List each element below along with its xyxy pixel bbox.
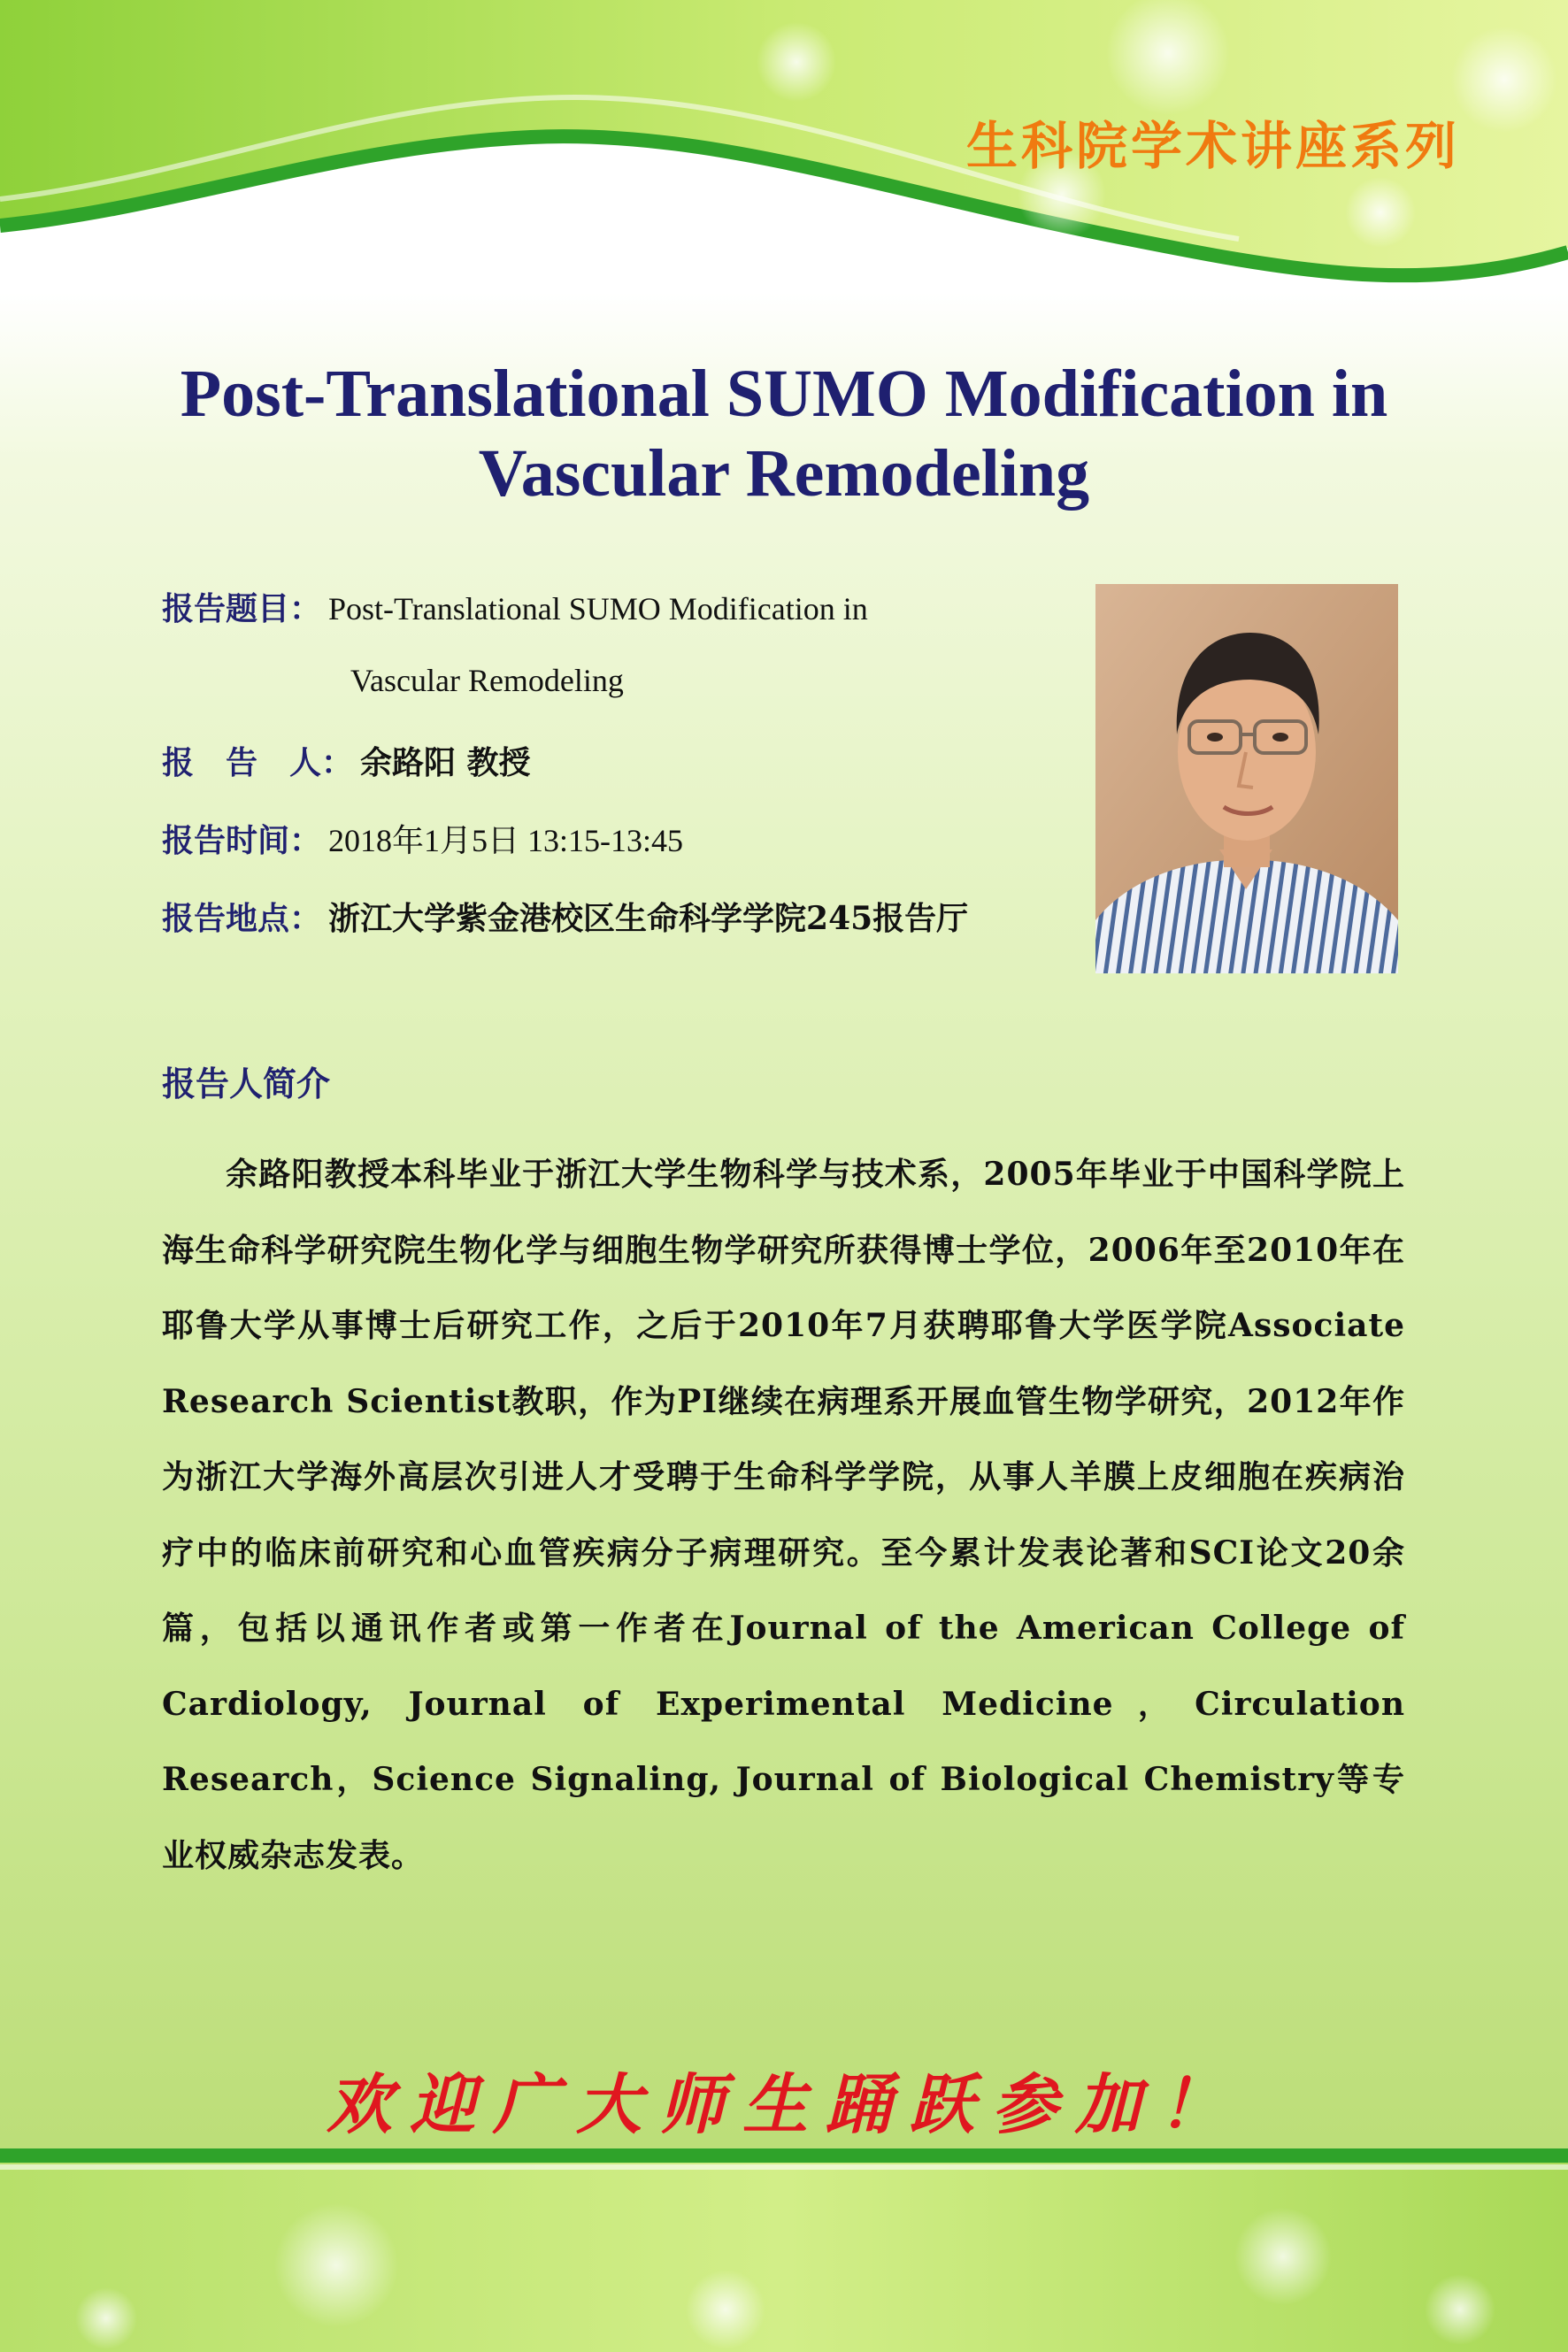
speaker-row	[162, 738, 531, 783]
welcome-slogan: 欢迎广大师生踊跃参加！	[327, 2067, 1241, 2143]
footer-wave-decoration	[0, 1991, 1568, 2352]
time-row	[162, 816, 683, 861]
speaker-photo	[1095, 584, 1398, 973]
speaker-portrait-icon	[1095, 584, 1398, 973]
time-value: 2018年1月5日 13:15-13:45	[328, 823, 684, 858]
topic-row-2	[350, 662, 624, 699]
header-wave-decoration	[0, 0, 1568, 372]
topic-label: 报告题目：	[162, 590, 322, 627]
topic-value-line2: Vascular Remodeling	[350, 663, 624, 698]
place-value: 浙江大学紫金港校区生命科学学院245报告厅	[328, 900, 969, 937]
page-title-line1: Post-Translational SUMO Modification in	[180, 357, 1388, 431]
place-row	[162, 894, 968, 939]
speaker-value: 余路阳 教授	[360, 744, 531, 781]
bio-heading: 报告人简介	[162, 1064, 331, 1103]
lecture-series-title: 生科院学术讲座系列	[965, 116, 1460, 176]
page-title-line2: Vascular Remodeling	[478, 436, 1090, 511]
page-title	[53, 354, 1515, 513]
bio-text: 余路阳教授本科毕业于浙江大学生物科学与技术系，2005年毕业于中国科学院上海生命科学研究院生物化学与细胞生物学研究所获得博士学位，2006年至2010年在耶鲁大学从事博士后研究工作，之后于2010年7月获聘耶鲁大学医学院Associate Research Scientist教职，作为PI继续在病理系开展血管生物学研究，2012年作为浙江大学海外高层次引进人才受聘于生命科学学院，从事人羊膜上皮细胞在疾病治疗中的临床前研究和心血管疾病分子病理研究。至今累计发表论著和SCI论文20余篇，包括以通讯作者或第一作者在Journal of the American College of Cardiology, Journal of Experimental Medicine，Circulation Research，Science Signaling, Journal of Biological Chemistry等专业权威杂志发表。	[162, 1156, 1405, 1874]
speaker-label: 报 告 人：	[162, 744, 354, 781]
place-label: 报告地点：	[162, 900, 322, 937]
topic-value-line1: Post-Translational SUMO Modification in	[328, 591, 868, 626]
topic-row	[162, 584, 868, 629]
time-label: 报告时间：	[162, 822, 322, 859]
